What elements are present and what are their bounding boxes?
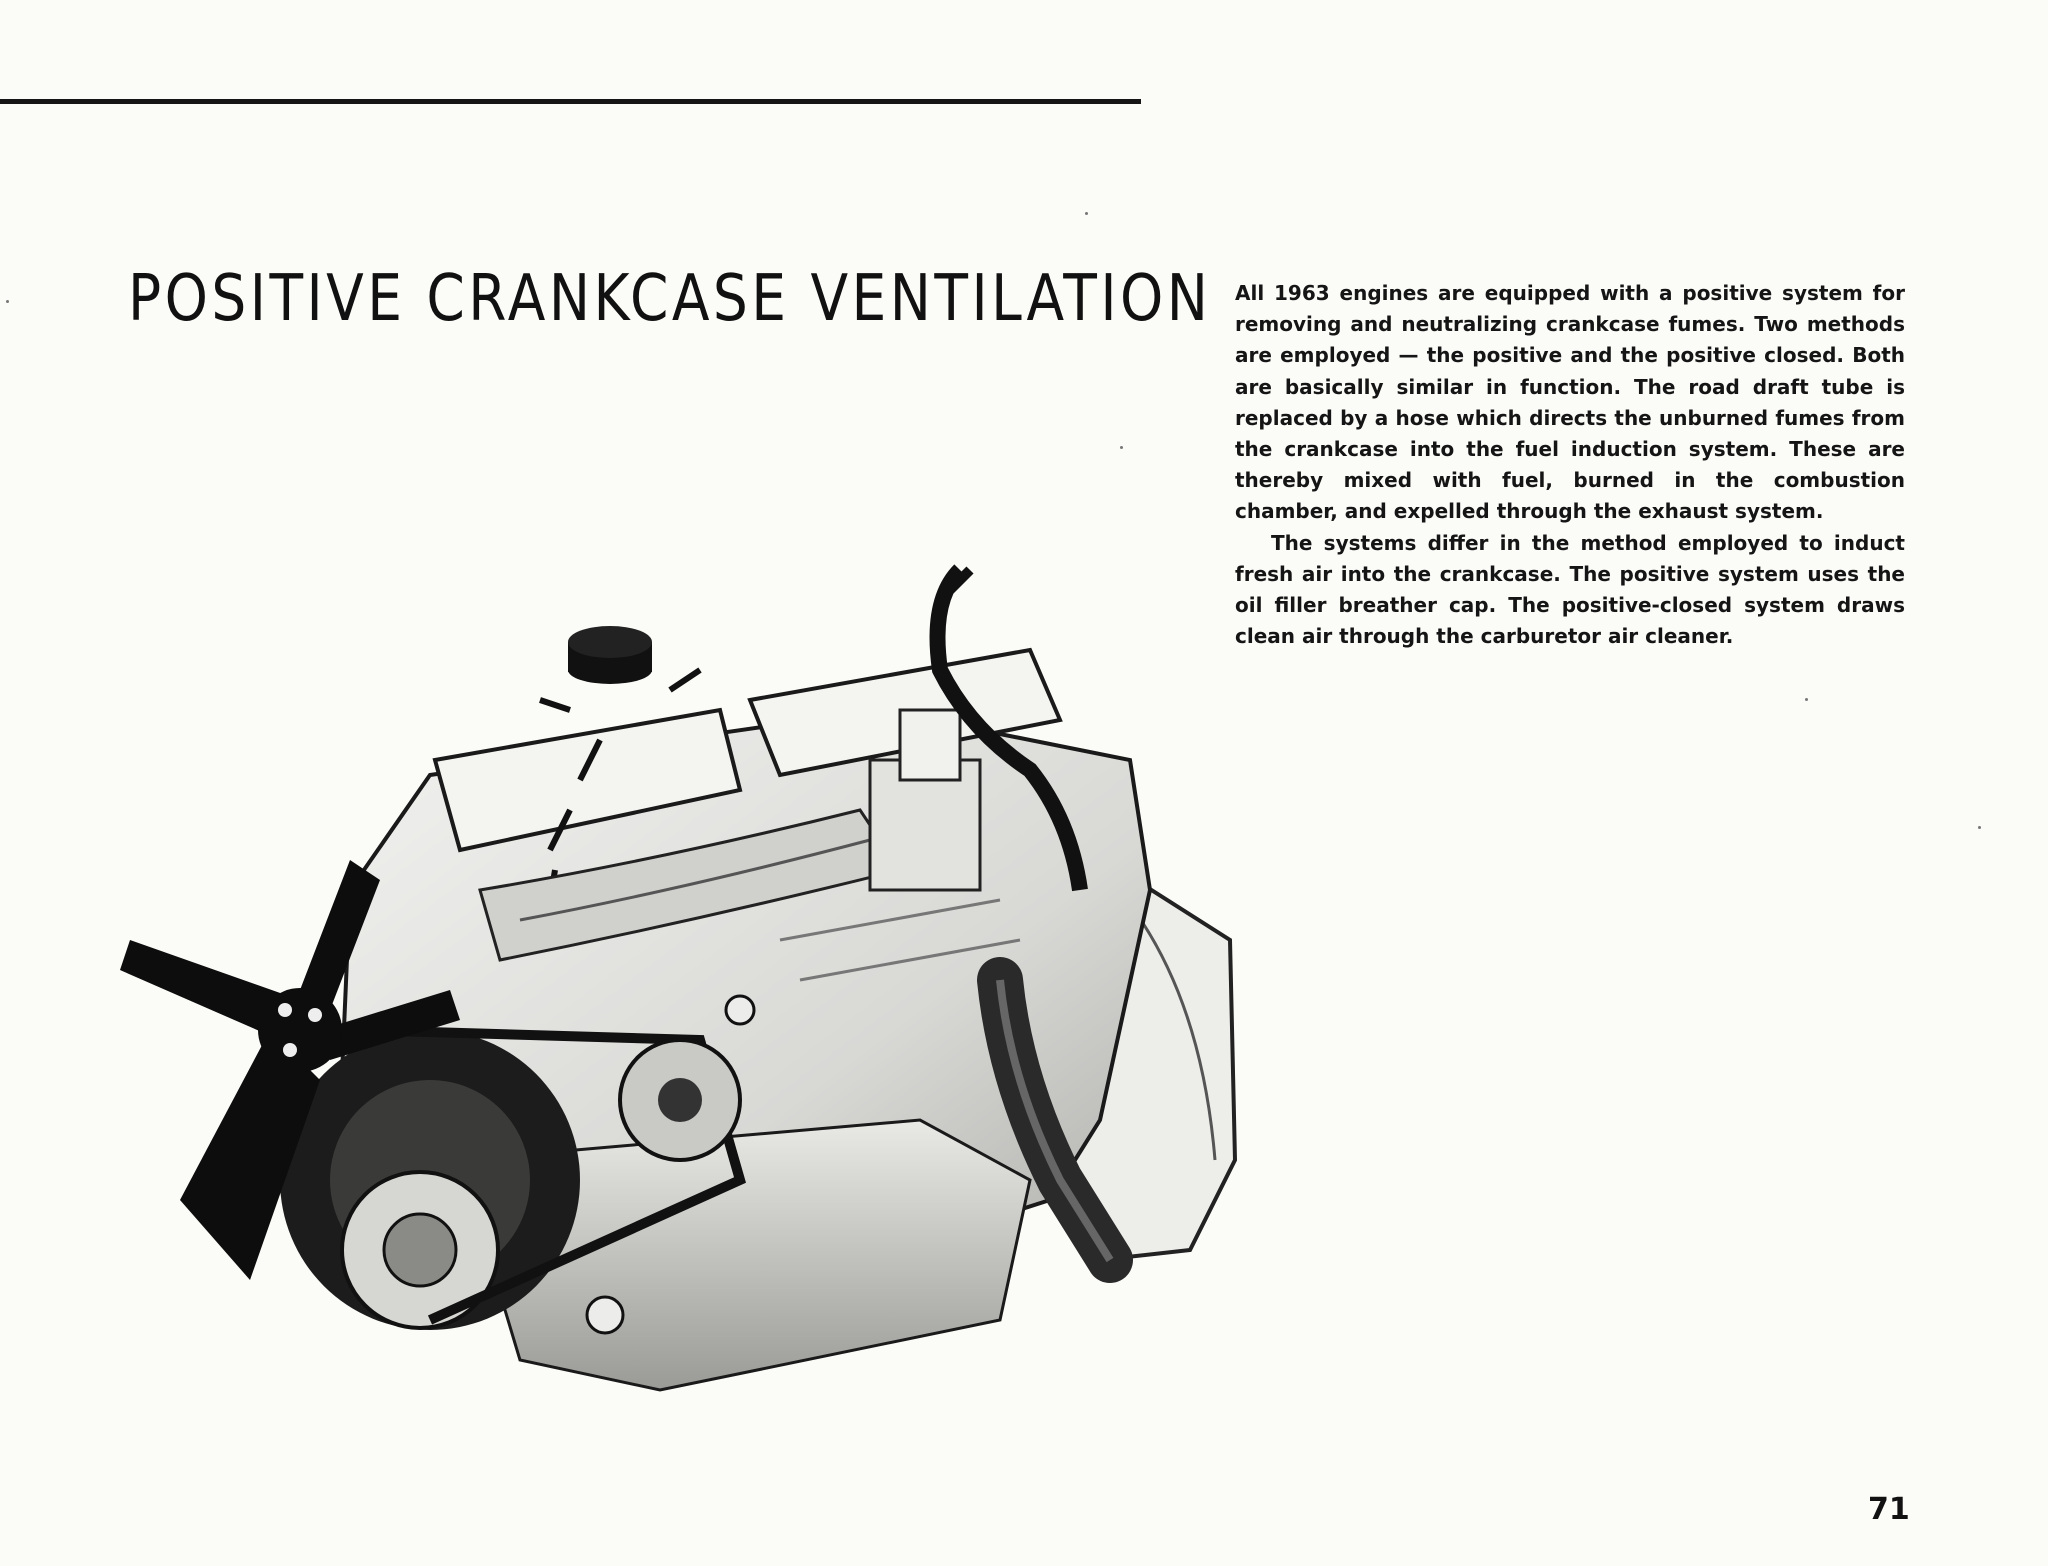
scan-speck	[1120, 446, 1123, 449]
page-number: 71	[1868, 1492, 1910, 1527]
top-rule	[0, 99, 1141, 104]
page-title: POSITIVE CRANKCASE VENTILATION	[128, 262, 1212, 336]
engine-photo	[100, 560, 1250, 1460]
scan-speck	[6, 300, 9, 303]
paragraph-2: The systems differ in the method employed to induct fresh air into the crankcase. The positive system uses the oil filler breather cap. The positive-closed system draws clean air through the carburetor air cleaner.	[1235, 530, 1905, 649]
paragraph-1: All 1963 engines are equipped with a positive system for removing and neutralizing crankcase fumes. Two methods are employed — the positive and the positive closed. Both are basically similar in function. The road draft tube is replaced by a hose which directs the unburned fumes from the crankcase into the fuel induction system. These are thereby mixed with fuel, burned in the combustion chamber, and expelled through the exhaust system.	[1235, 281, 1905, 524]
scan-speck	[1085, 212, 1088, 215]
scan-speck	[1978, 826, 1981, 829]
scan-speck	[1805, 698, 1808, 701]
body-text	[1235, 278, 1905, 652]
